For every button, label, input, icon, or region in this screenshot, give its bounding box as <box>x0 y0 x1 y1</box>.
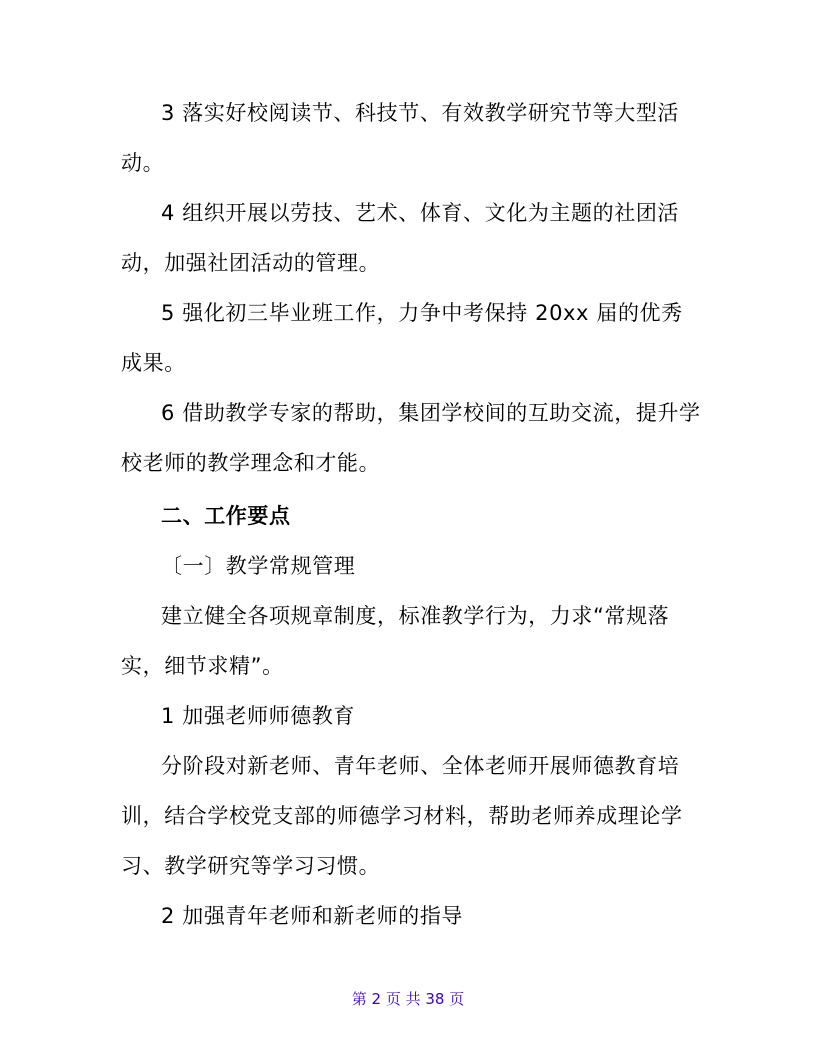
item-heading-ethics: 1 加强老师师德教育 <box>161 704 356 728</box>
paragraph-ethics-training: 分阶段对新老师、青年老师、全体老师开展师德教育培训，结合学校党支部的师德学习材料，帮助老师养成理论学习、教学研究等学习习惯。 <box>121 754 683 878</box>
subsection-heading: 〔一〕教学常规管理 <box>161 554 356 578</box>
paragraph-activities: 3 落实好校阅读节、科技节、有效教学研究节等大型活动。 <box>121 101 680 175</box>
section-heading: 二、工作要点 <box>161 504 291 528</box>
paragraph-regulations: 建立健全各项规章制度，标准教学行为，力求“常规落实，细节求精”。 <box>121 604 670 678</box>
paragraph-clubs: 4 组织开展以劳技、艺术、体育、文化为主题的社团活动，加强社团活动的管理。 <box>121 201 680 275</box>
item-heading-young-teachers: 2 加强青年老师和新老师的指导 <box>161 904 464 928</box>
page-number-footer: 第 2 页 共 38 页 <box>351 990 465 1008</box>
paragraph-experts: 6 借助教学专家的帮助，集团学校间的互助交流，提升学校老师的教学理念和才能。 <box>121 401 701 475</box>
paragraph-graduating-class: 5 强化初三毕业班工作，力争中考保持 20xx 届的优秀成果。 <box>121 301 683 375</box>
